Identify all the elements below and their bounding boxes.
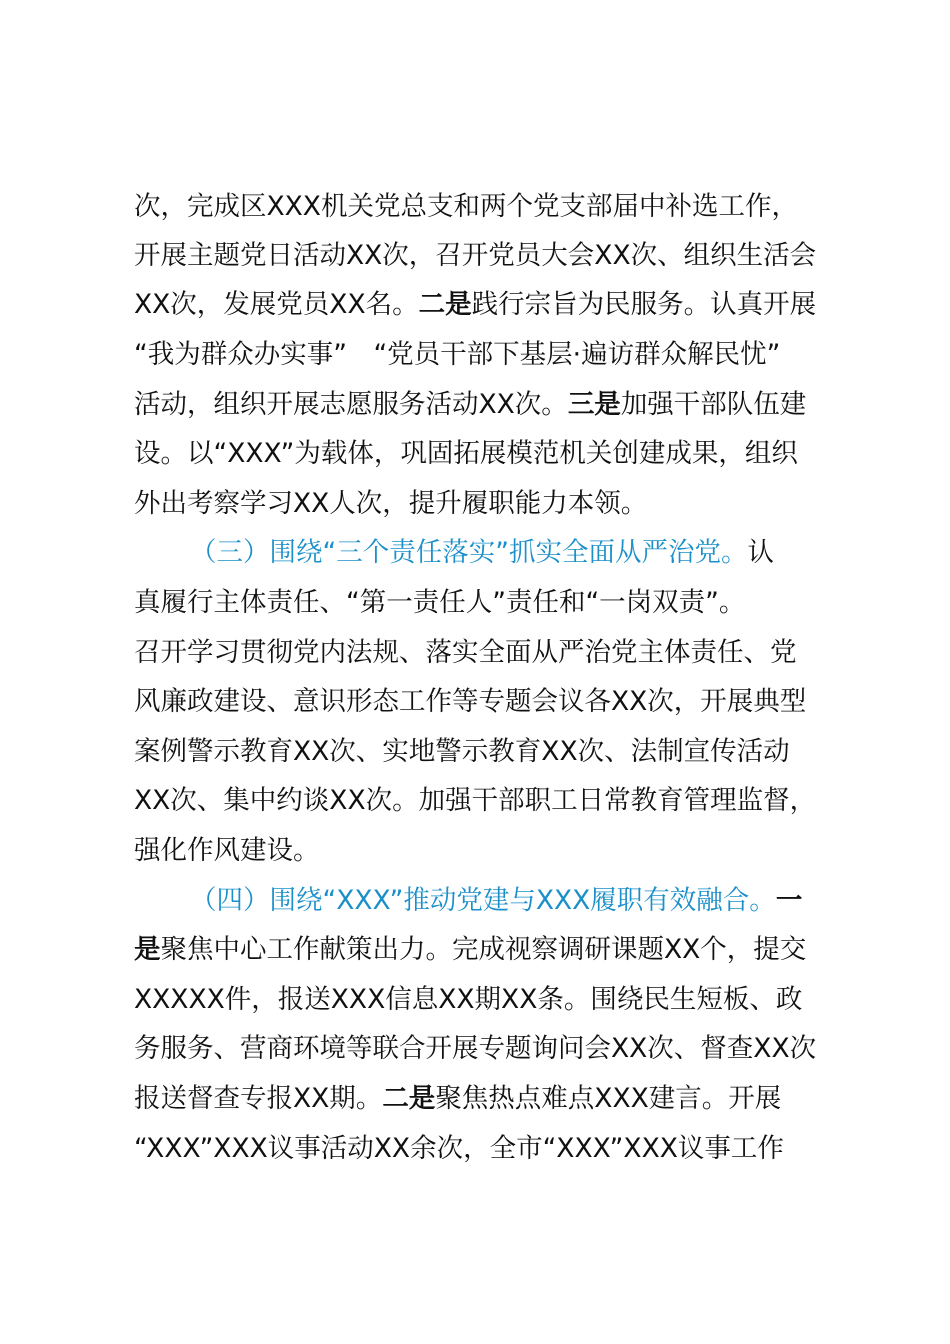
text-run: 认 [747, 537, 774, 568]
text-line [134, 231, 854, 281]
text-run: 聚焦热点难点XXX建言。开展 [435, 1083, 782, 1114]
text-run: 开展主题党日活动XX次，召开党员大会XX次、组织生活会 [134, 240, 817, 271]
bold-run: 是 [134, 934, 161, 965]
text-line [134, 628, 854, 678]
text-run: 务服务、营商环境等联合开展专题询问会XX次、督查XX次 [134, 1033, 817, 1064]
text-line [134, 1124, 854, 1174]
text-run: “我为群众办实事” “党员干部下基层·遍访群众解民忧” [134, 339, 781, 370]
bold-run: 三是 [567, 389, 621, 420]
text-line [134, 578, 854, 628]
text-line [134, 677, 854, 727]
section-heading: （四）围绕“XXX”推动党建与XXX履职有效融合。 [190, 885, 776, 916]
section-heading: （三）围绕“三个责任落实”抓实全面从严治党。 [190, 537, 748, 568]
text-run: 践行宗旨为民服务。认真开展 [471, 289, 817, 320]
section-heading-line [190, 528, 854, 578]
text-run: 设。以“XXX”为载体，巩固拓展模范机关创建成果，组织 [134, 438, 798, 469]
text-line [134, 380, 854, 430]
text-line [134, 182, 854, 232]
text-run: 风廉政建设、意识形态工作等专题会议各XX次，开展典型 [134, 686, 807, 717]
text-run: 真履行主体责任、“第一责任人”责任和“一岗双责”。 [134, 587, 746, 618]
text-line [134, 1074, 854, 1124]
text-run: 聚焦中心工作献策出力。完成视察调研课题XX个，提交 [160, 934, 807, 965]
text-run: 次，完成区XXX机关党总支和两个党支部届中补选工作， [134, 191, 798, 222]
text-line [134, 776, 854, 826]
text-run: XX次、集中约谈XX次。加强干部职工日常教育管理监督， [134, 785, 817, 816]
section-heading-line [190, 876, 854, 926]
text-run: 报送督查专报XX期。 [134, 1083, 383, 1114]
text-line [134, 975, 854, 1025]
text-line [134, 1024, 854, 1074]
text-run: XX次，发展党员XX名。 [134, 289, 419, 320]
text-line [134, 429, 854, 479]
text-line [134, 727, 854, 777]
text-run: 加强干部队伍建 [620, 389, 807, 420]
text-run: “XXX”XXX议事活动XX余次，全市“XXX”XXX议事工作 [134, 1133, 784, 1164]
text-run: 活动，组织开展志愿服务活动XX次。 [134, 389, 568, 420]
bold-run: 二是 [382, 1083, 436, 1114]
text-line [134, 330, 854, 380]
text-line [134, 280, 854, 330]
text-line [134, 479, 854, 529]
text-line [134, 925, 854, 975]
text-run: 外出考察学习XX人次，提升履职能力本领。 [134, 488, 648, 519]
bold-run: 一 [775, 885, 803, 916]
text-run: 案例警示教育XX次、实地警示教育XX次、法制宣传活动 [134, 736, 790, 767]
text-line [134, 826, 854, 876]
text-run: 强化作风建设。 [134, 835, 320, 866]
text-run: 召开学习贯彻党内法规、落实全面从严治党主体责任、党 [134, 637, 797, 668]
bold-run: 二是 [418, 289, 472, 320]
text-run: XXXXX件，报送XXX信息XX期XX条。围绕民生短板、政 [134, 984, 803, 1015]
